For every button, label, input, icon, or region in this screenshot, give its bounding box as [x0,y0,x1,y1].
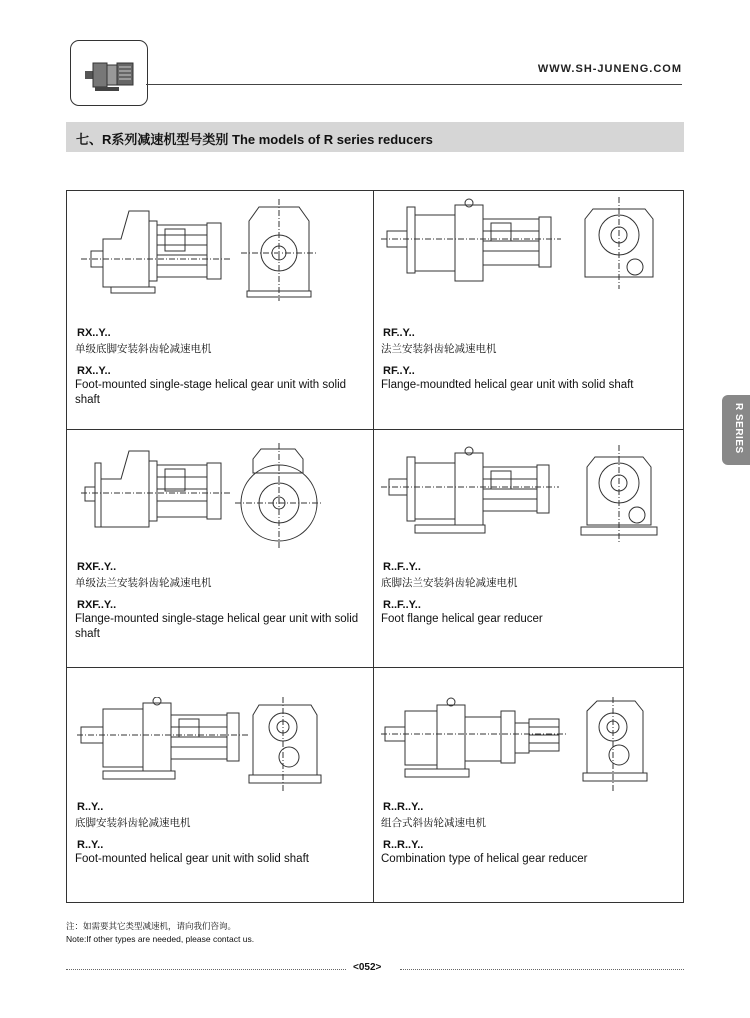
model-cell-rx [67,191,373,429]
model-code-cn: RX..Y.. [77,327,111,339]
model-cell-rf-foot [373,429,683,667]
model-name-cn: 底脚法兰安装斜齿轮减速电机 [381,577,518,589]
model-cell-rr [373,667,683,902]
model-name-en: Flange-moundted helical gear unit with solid shaft [381,379,634,391]
rf-gear-motor-drawing-icon [381,197,677,309]
model-name-en: Foot-mounted single-stage helical gear unit with solid shaft [75,379,347,406]
model-code-cn: RF..Y.. [383,327,415,339]
website-url[interactable]: WWW.SH-JUNENG.COM [537,63,682,75]
model-code-en: R..R..Y.. [383,839,424,851]
footer-rule-right [400,969,684,970]
model-name-cn: 底脚安装斜齿轮减速电机 [75,817,191,829]
rx-gear-motor-drawing-icon [81,199,361,311]
model-code-en: R..Y.. [77,839,104,851]
r-f-gear-motor-drawing-icon [381,443,677,555]
section-title: 七、R系列减速机型号类别 The models of R series reducers [76,132,433,147]
model-name-en: Foot flange helical gear reducer [381,613,543,625]
side-tab-label: R SERIES [733,403,744,454]
gear-motor-logo-icon [71,41,147,105]
model-name-cn: 组合式斜齿轮减速电机 [381,817,486,829]
model-name-en: Combination type of helical gear reducer [381,853,588,865]
r-r-gear-motor-drawing-icon [381,697,677,797]
model-code-en: RF..Y.. [383,365,415,377]
model-code-en: R..F..Y.. [383,599,421,611]
model-code-en: RX..Y.. [77,365,111,377]
model-cell-rxf [67,429,373,667]
model-name-cn: 法兰安装斜齿轮减速电机 [381,343,497,355]
model-name-en: Flange-mounted single-stage helical gear unit with solid shaft [75,613,359,640]
model-name-en: Foot-mounted helical gear unit with solid shaft [75,853,309,865]
models-grid [66,190,684,903]
model-code-cn: R..F..Y.. [383,561,421,573]
model-code-cn: RXF..Y.. [77,561,117,573]
model-code-en: RXF..Y.. [77,599,117,611]
section-bar [66,122,684,152]
r-gear-motor-drawing-icon [77,697,367,797]
header-rule [146,84,682,85]
model-code-cn: R..R..Y.. [383,801,424,813]
model-cell-r [67,667,373,902]
model-code-cn: R..Y.. [77,801,104,813]
logo-box [70,40,148,106]
model-cell-rf [373,191,683,429]
side-tab[interactable] [722,395,750,465]
model-name-cn: 单级底脚安装斜齿轮减速电机 [75,343,212,355]
page-number: <052> [353,962,382,973]
note-en: Note:If other types are needed, please contact us. [66,934,255,944]
rxf-gear-motor-drawing-icon [81,443,361,555]
model-name-cn: 单级法兰安装斜齿轮减速电机 [75,577,212,589]
footer-rule-left [66,969,346,970]
note-cn: 注：如需要其它类型减速机，请向我们咨询。 [66,922,237,932]
